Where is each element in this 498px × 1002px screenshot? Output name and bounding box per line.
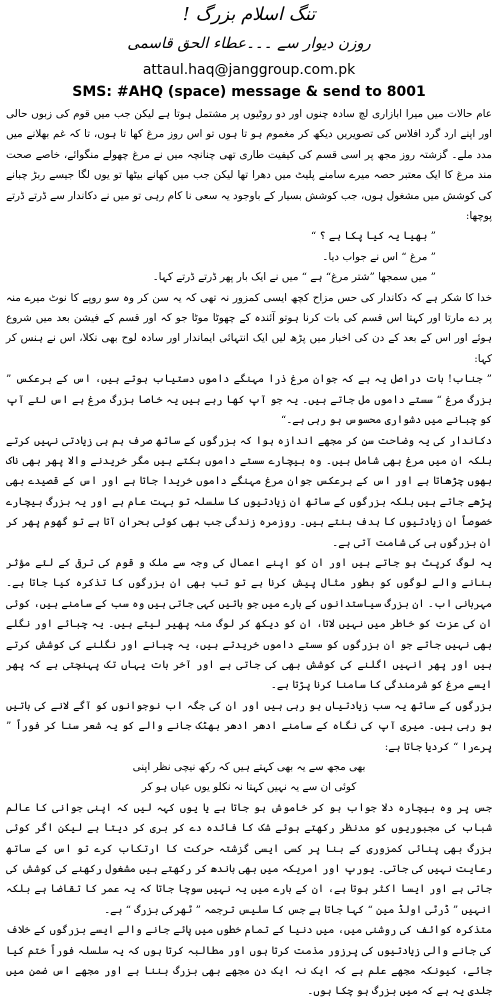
body-paragraph: عام حالات میں میرا ابازاری لچ سادہ چنوں اور دو روٹیوں پر مشتمل ہوتا ہے لیکن جب میں قوم کی زبوں حالی اور اپنے ارد گرد افلاس کی تصویریں دیکھ کر مغموم ہو تا ہوں تو اس روز مرغ کھا تا ہوں، تا کہ غم بھلانے میں مدد ملے۔ گزشتہ روز مجھ پر اسی قسم کی کیفیت طاری تھی چنانچہ میں نے مرغ چھولے منگوائے، خاصے صحت مند مرغ کا ایک معتبر حصہ میرے سامنے پلیٹ میں دھرا تھا لیکن جب میں کھانے بیٹھا تو یوں لگا جیسے ربڑ چبانے کی کوشش میں مشغول ہوں، جب کوشش بسیار کے باوجود یہ سعی نا کام رہی تو میں نے دکاندار سے ڈرتے ڈرتے پوچھا: xyxy=(6,108,492,223)
body-paragraph: دکاندار کی یہ وضاحت سن کر مجھے اندازہ ہوا کہ بزرگوں کے ساتھ صرف ہم ہی زیادتی نہیں کرتے بلکہ ان میں مرغ بھی شامل ہیں۔ وہ بیچارے سستے داموں بکتے ہیں مگر خریدنے والا پھر بھی ناک بھوں چڑھاتا ہے اور اس کے برعکس جوان مرغ مہنگے داموں خریدا جاتا ہے اور اس کے قصیدے بھی پڑھے جاتے ہیں بلکہ بزرگوں کے ساتھ ان زیادتیوں کا سلسلہ تو بہت عام ہے اور یہ بزرگ بیچارے خصوصاً ان زیادتیوں کا ہدف بنتے ہیں۔ روزمرہ زندگی جب بھی کوئی بحران آتا ہے تو گھوم پھر کر ان بزرگوں ہی کی شامت آتی ہے۔ xyxy=(6,434,492,549)
sms-instructions: SMS: #AHQ (space) message & send to 8001 xyxy=(72,84,426,100)
verse-line: کوئی ان سے یہ نہیں کہتا نہ نکلو یوں عیاں ہو کر xyxy=(141,781,357,794)
body-paragraph: متذکرہ کوائف کی روشنی میں، میں دنیا کے تمام خطوں میں پائے جانے والے ایسے بزرگوں کے خلاف کی جانے والی زیادتیوں کی پرزور مذمت کرتا ہوں اور مطالبہ کرتا ہوں کہ یہ سلسلہ فوراً ختم کیا جائے، کیونکہ مجھے علم ہے کہ ایک نہ ایک دن مجھے بھی بزرگ بننا ہے اور مجھے اس ضمن میں جلدی یہ ہے کہ میں بزرگ ہو چکا ہوں۔ xyxy=(6,924,492,998)
body-paragraph: خدا کا شکر ہے کہ دکاندار کی حس مزاح کچھ ایسی کمزور نہ تھی کہ یہ سن کر وہ سو روپے کا نوٹ میرے منہ پر دے مارتا اور کہتا اس قسم کی بات کرنا ہوتو آئندہ کے چھوٹا موٹا جو کہ اور قسم کے فیشن بعد میں شروع ہوئے اور اس کے بعد کے دن کی اخبار میں پڑھ لیں ایک انتہائی ایماندار اور سادہ لوح بھی نکلا، اس نے ہنس کر کہا: xyxy=(6,291,492,365)
body-paragraph: ” جناب! بات دراصل یہ ہے کہ جوان مرغ ذرا مہنگے داموں دستیاب ہوتے ہیں، اس کے برعکس ” بزرگ مرغ “ سستے داموں مل جاتے ہیں۔ یہ جو آپ کھا رہے ہیں یہ خاصا بزرگ مرغ ہے اس لئے آپ کو چبانے میں دشواری محسوس ہو رہی ہے۔“ xyxy=(6,373,492,427)
body-paragraph: بزرگوں کے ساتھ یہ سب زیادتیاں ہو رہی ہیں اور ان کی جگہ اب نوجوانوں کو آگے لانے کی باتیں ہو رہی ہیں۔ میری آپ کی نگاہ کے سامنے ادھر ادھر بھٹک جانے والے کو یہ شعر سنا کر فوراً ” پرےرا “ کردیا جاتا ہے: xyxy=(6,699,492,753)
article-title: تنگ اسلام بزرگ ! xyxy=(182,4,316,25)
author-email: attaul.haq@janggroup.com.pk xyxy=(142,62,356,78)
dialogue-line: ” میں سمجھا ”شتر مرغ“ ہے “ میں نے ایک بار پھر ڈرتے ڈرتے کہا۔ xyxy=(152,271,436,284)
article-body xyxy=(6,104,492,998)
body-paragraph: جس پر وہ بیچارہ دلا جواب ہو کر خاموش ہو جاتا ہے یا یوں کہہ لیں کہ اپنی جوانی کا عالم شباب کی مجبوریوں کو مدنظر رکھتے ہوئے شک کا فائدہ دے کر بری کر دیتا ہے لیکن اگر کوئی بزرگ بھی پنائی کمزوری کے بنا پر کسی ایسی گزشتہ حرکت کا ارتکاب کرے تو اس کے ساتھ رعایت نہیں کی جاتی۔ یورپ اور امریکہ میں بھی باندھ کر رکھتے ہیں مشغول رکھنے کی کوشش کی جاتی ہے اور ایسا اکثر ہوتا ہے، ان کے بارے میں یہ نہیں سوچا جاتا کہ یہ عمر کا تقاضا ہے بلکہ انہیں ” ڈرٹی اولڈ مین “ کہا جاتا ہے جس کا سلیس ترجمہ ” ٹھرکی بزرگ “ ہے۔ xyxy=(6,801,492,916)
dialogue-line: ” بھیا یہ کیا پکا ہے ؟ “ xyxy=(310,230,436,243)
article-byline: روزن دیوار سے ۔۔۔عطاء الحق قاسمی xyxy=(127,34,371,52)
body-paragraph: یہ لوگ کرپٹ ہو جاتے ہیں اور ان کو اپنے اعمال کی وجہ سے ملک و قوم کی ترقی کے لئے مؤثر بنانے والے لوگوں کو بطور مثال پیش کرنا ہے تو تب بھی ان بزرگوں کا تذکرہ کیا جاتا ہے۔ مہربانی اب۔ ان بزرگ سیاستدانوں کے بارے میں جو باتیں کہی جاتی ہیں وہ سب کے سامنے ہیں، کوئی ان کی عزت کو خاطر میں نہیں لاتا، ان کو دیکھ کر لوگ منہ پھیر لیتے ہیں۔ یہ چبائے اور نگلے بھی نہیں جاتے جو ان بزرگوں کو سستے داموں خریدتے ہیں، یہ چبانے اور نگلنے کی کوشش کرتے ہیں اور پھر انہیں اگلنے کی کوشش بھی کی جاتی ہے اور آخر بات یہاں تک پہنچتی ہے کہ پھر ایسے مرغ کو شرمندگی کا سامنا کرنا پڑتا ہے۔ xyxy=(6,556,492,692)
dialogue-line: ” مرغ “ اس نے جواب دیا۔ xyxy=(322,250,436,263)
verse-line: بھی مجھ سے یہ بھی کہتے ہیں کہ رکھ نیچی نظر اپنی xyxy=(132,761,366,773)
